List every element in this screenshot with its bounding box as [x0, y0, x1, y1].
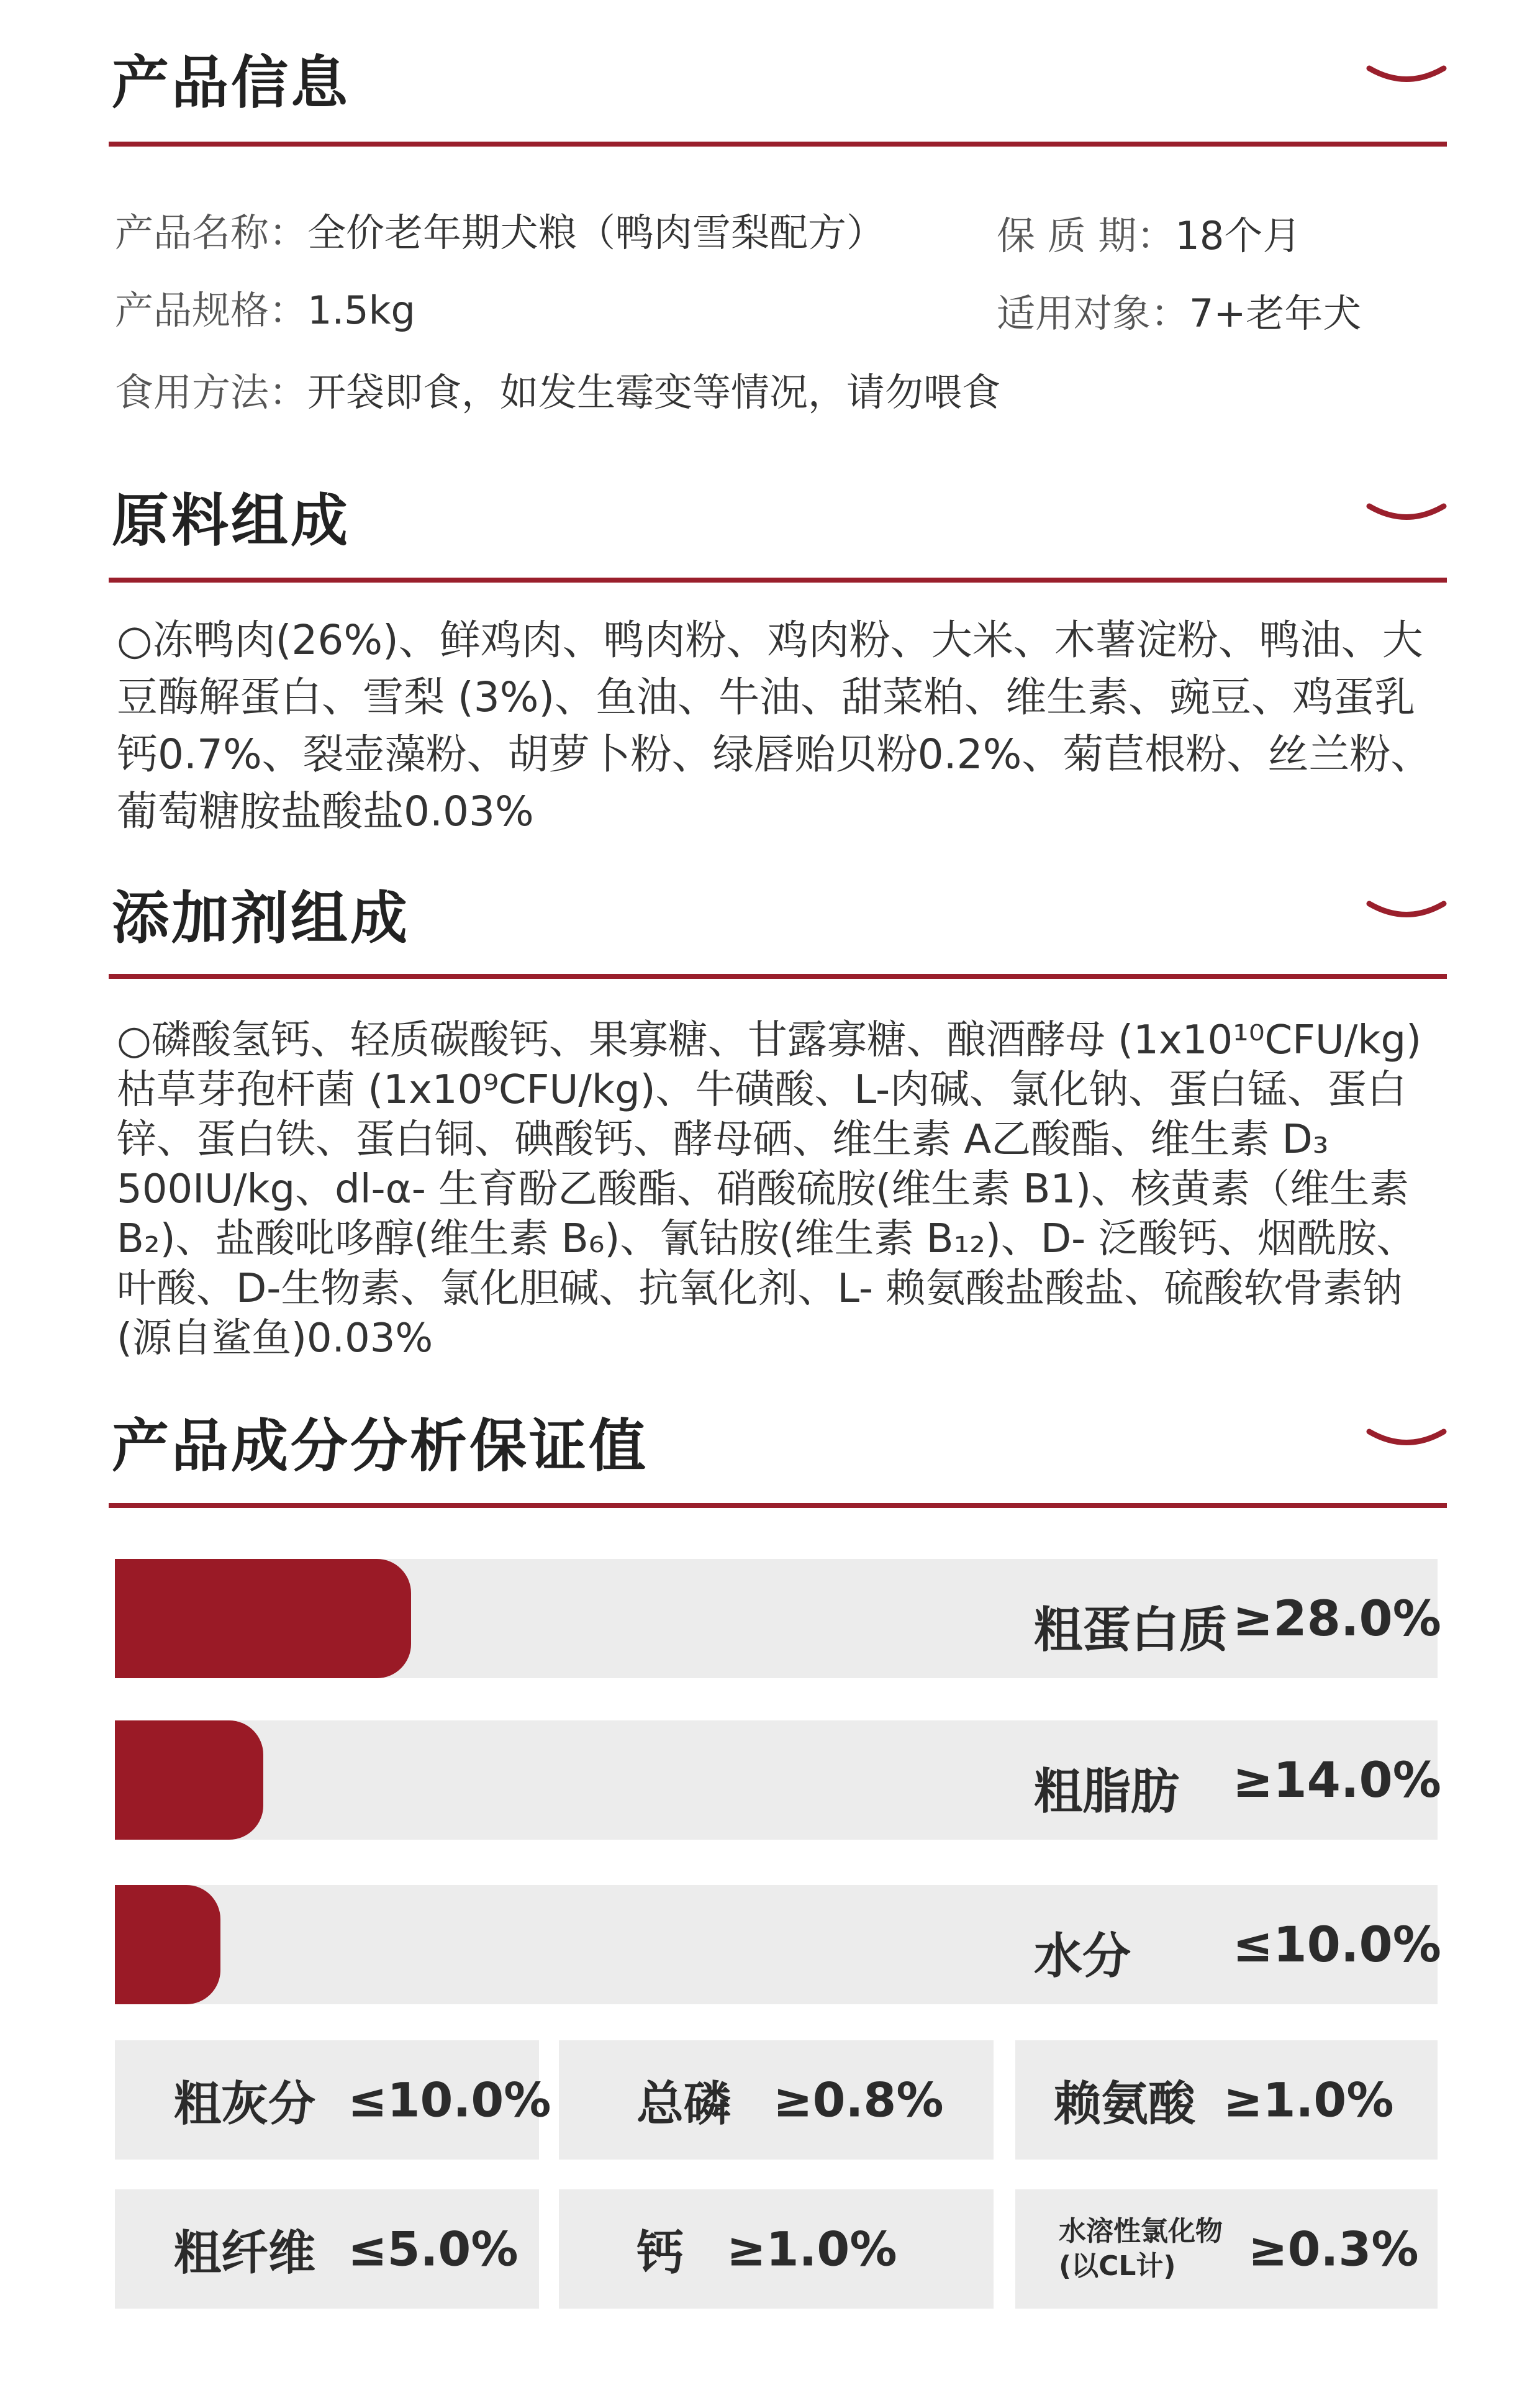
- tile-value: ≤5.0%: [348, 2221, 519, 2277]
- bullet-icon: ○: [117, 616, 153, 664]
- bar-name: 粗蛋白质: [1034, 1602, 1228, 1658]
- tile-name: 钙: [636, 2225, 684, 2281]
- nutrient-bar-protein: [115, 1559, 1441, 1678]
- bar-value: ≥28.0%: [1233, 1591, 1441, 1647]
- section-title: 原料组成: [112, 488, 351, 554]
- tile-value: ≥1.0%: [1223, 2072, 1394, 2128]
- nutrient-tile-lysine: [1015, 2040, 1438, 2160]
- bar-fill: [115, 1720, 263, 1840]
- shelf-life-row: 保 质 期：18个月: [997, 213, 1302, 258]
- chevron-down-icon[interactable]: [1366, 1425, 1447, 1450]
- ingredients-header: [109, 475, 1447, 587]
- bar-value: ≥14.0%: [1233, 1753, 1441, 1809]
- section-divider: [109, 142, 1447, 147]
- usage-row: 食用方法：开袋即食，如发生霉变等情况，请勿喂食: [115, 370, 1001, 415]
- product-info-header: [109, 37, 1447, 149]
- product-spec-value: 1.5kg: [307, 288, 415, 333]
- nutrient-tile-calcium: [559, 2189, 994, 2309]
- section-divider: [109, 1503, 1447, 1508]
- chevron-down-icon[interactable]: [1366, 500, 1447, 525]
- nutrient-bar-fat: [115, 1720, 1441, 1840]
- bar-fill: [115, 1885, 220, 2004]
- section-title: 添加剂组成: [112, 885, 410, 952]
- target-value: 7+老年犬: [1189, 291, 1362, 336]
- chevron-down-icon[interactable]: [1366, 897, 1447, 922]
- tile-value: ≥0.3%: [1248, 2221, 1419, 2277]
- tile-name: 水溶性氯化物 (以CL计): [1059, 2215, 1223, 2282]
- bar-name: 水分: [1034, 1928, 1131, 1984]
- nutrient-tile-phosphorus: [559, 2040, 994, 2160]
- tile-value: ≤10.0%: [348, 2072, 551, 2128]
- tile-name: 粗纤维: [174, 2225, 315, 2281]
- usage-value: 开袋即食，如发生霉变等情况，请勿喂食: [307, 370, 1001, 415]
- section-title: 产品成分分析保证值: [112, 1413, 649, 1479]
- target-row: 适用对象：7+老年犬: [997, 291, 1362, 336]
- tile-value: ≥0.8%: [773, 2072, 944, 2128]
- shelf-life-value: 18个月: [1175, 213, 1302, 258]
- product-name-value: 全价老年期犬粮（鸭肉雪梨配方）: [307, 210, 886, 255]
- section-title: 产品信息: [112, 50, 351, 116]
- ingredients-text: ○冻鸭肉(26%)、鲜鸡肉、鸭肉粉、鸡肉粉、大米、木薯淀粉、鸭油、大豆酶解蛋白、雪梨 (3%)、鱼油、牛油、甜菜粕、维生素、豌豆、鸡蛋乳钙0.7%、裂壶藻粉、胡萝卜粉、绿唇贻贝粉0.2%、菊苣根粉、丝兰粉、葡萄糖胺盐酸盐0.03%: [117, 612, 1452, 840]
- additives-text: ○磷酸氢钙、轻质碳酸钙、果寡糖、甘露寡糖、酿酒酵母 (1x10¹⁰CFU/kg)枯草芽孢杆菌 (1x10⁹CFU/kg)、牛磺酸、L-肉碱、氯化钠、蛋白锰、蛋白锌、蛋白铁、蛋白铜、碘酸钙、酵母硒、维生素 A乙酸酯、维生素 D₃ 500IU/kg、dl-α- 生育酚乙酸酯、硝酸硫胺(维生素 B1)、核黄素（维生素B₂)、盐酸吡哆醇(维生素 B₆)、氰钴胺(维生素 B₁₂)、D- 泛酸钙、烟酰胺、叶酸、D-生物素、氯化胆碱、抗氧化剂、L- 赖氨酸盐酸盐、硫酸软骨素钠(源自鲨鱼)0.03%: [117, 1015, 1452, 1363]
- bar-name: 粗脂肪: [1034, 1764, 1180, 1820]
- nutrient-tile-fiber: [115, 2189, 539, 2309]
- section-divider: [109, 974, 1447, 979]
- product-name-row: 产品名称：全价老年期犬粮（鸭肉雪梨配方）: [115, 210, 886, 255]
- nutrient-tile-chloride: [1015, 2189, 1438, 2309]
- bar-value: ≤10.0%: [1233, 1917, 1441, 1973]
- tile-name: 总磷: [636, 2076, 731, 2132]
- nutrient-bar-moisture: [115, 1885, 1441, 2004]
- section-divider: [109, 578, 1447, 583]
- additives-header: [109, 873, 1447, 984]
- tile-name: 粗灰分: [174, 2076, 315, 2132]
- chevron-down-icon[interactable]: [1366, 62, 1447, 87]
- analysis-header: [109, 1401, 1447, 1512]
- product-spec-row: 产品规格：1.5kg: [115, 288, 415, 333]
- tile-value: ≥1.0%: [727, 2221, 897, 2277]
- bar-fill: [115, 1559, 411, 1678]
- nutrient-tile-ash: [115, 2040, 551, 2160]
- tile-name: 赖氨酸: [1054, 2076, 1195, 2132]
- bullet-icon: ○: [117, 1017, 152, 1063]
